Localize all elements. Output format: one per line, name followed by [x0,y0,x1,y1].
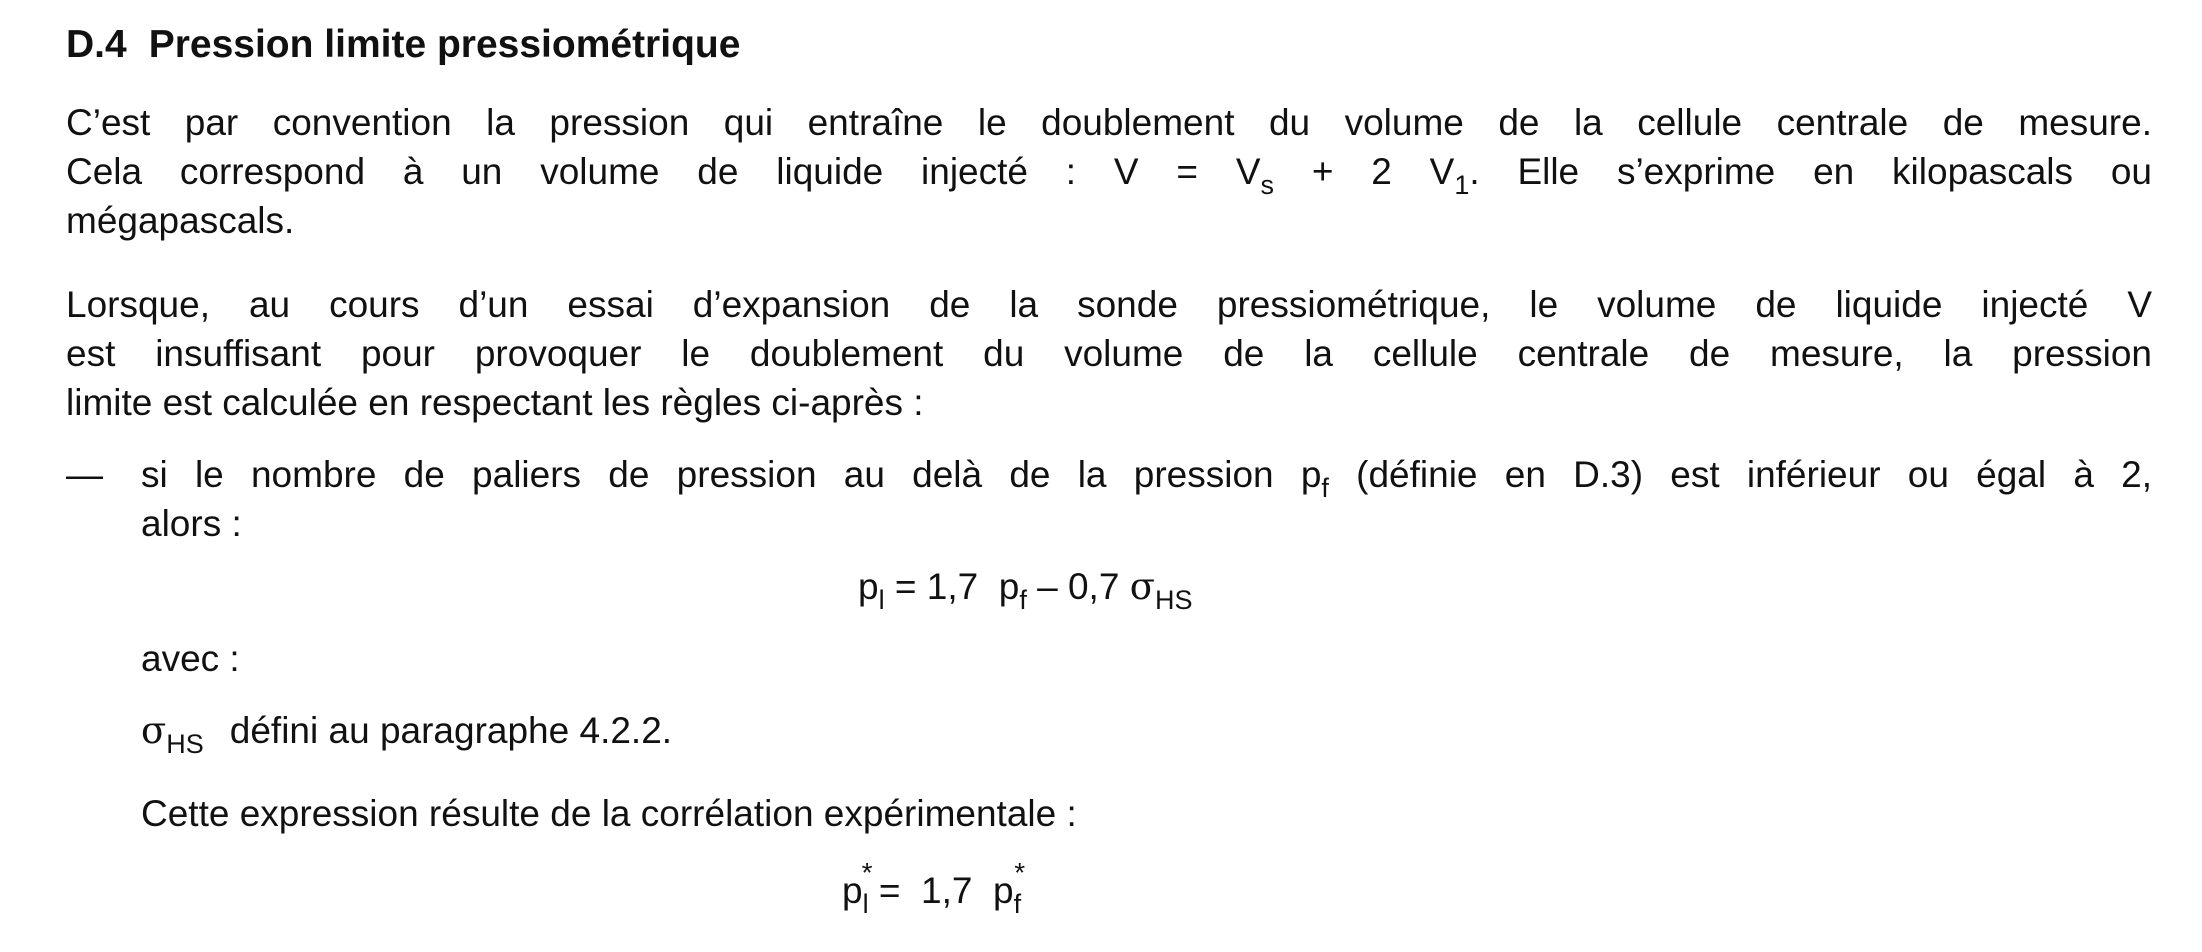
sigma-symbol: σ [141,709,167,752]
formula-correlation: $p_l$ * = 1,7 $p_f$ * [842,857,1026,919]
paragraph-line: si le nombre de paliers de pression au delà de la pression $p_f$ (définie en D.3) est inférieur ou égal à 2, [141,454,2152,503]
section-number: D.4 [66,23,127,66]
conclusion-text: Cette expression résulte de la corrélation expérimentale : [141,793,1077,834]
formula-limit-pressure: $p_l = 1,7$ $p_f - 0,7$ $\sigma_{HS}$ [858,565,1193,615]
paragraph-line: Lorsque, au cours d’un essai d’expansion de la sonde pressiométrique, le volume de liquide injecté V [66,284,2152,325]
paragraph-line: limite est calculée en respectant les règles ci-après : [66,382,924,423]
definition-sigma: $\sigma_{HS}$ défini au paragraphe 4.2.2. [141,709,673,759]
paragraph-line: est insuffisant pour provoquer le doublement du volume de la cellule centrale de mesure, la pression [66,333,2152,374]
sigma-symbol: σ [1129,565,1155,608]
paragraph-convention [66,98,2152,245]
paragraph-insufficient-volume [66,280,2152,427]
list-dash: — [66,454,103,495]
list-item-rule [141,450,2152,548]
paragraph-line: mégapascals. [66,200,295,241]
section-title: Pression limite pressiométrique [148,23,741,66]
paragraph-line: alors : [141,503,242,544]
avec-label: avec : [141,638,240,679]
section-heading [66,20,740,70]
paragraph-line: C’est par convention la pression qui entraîne le doublement du volume de la cellule centrale de mesure. [66,102,2152,143]
paragraph-line: Cela correspond à un volume de liquide injecté : $V = V_s + 2$ $V_1$. Elle s’exprime en kilopascals ou [66,151,2152,200]
